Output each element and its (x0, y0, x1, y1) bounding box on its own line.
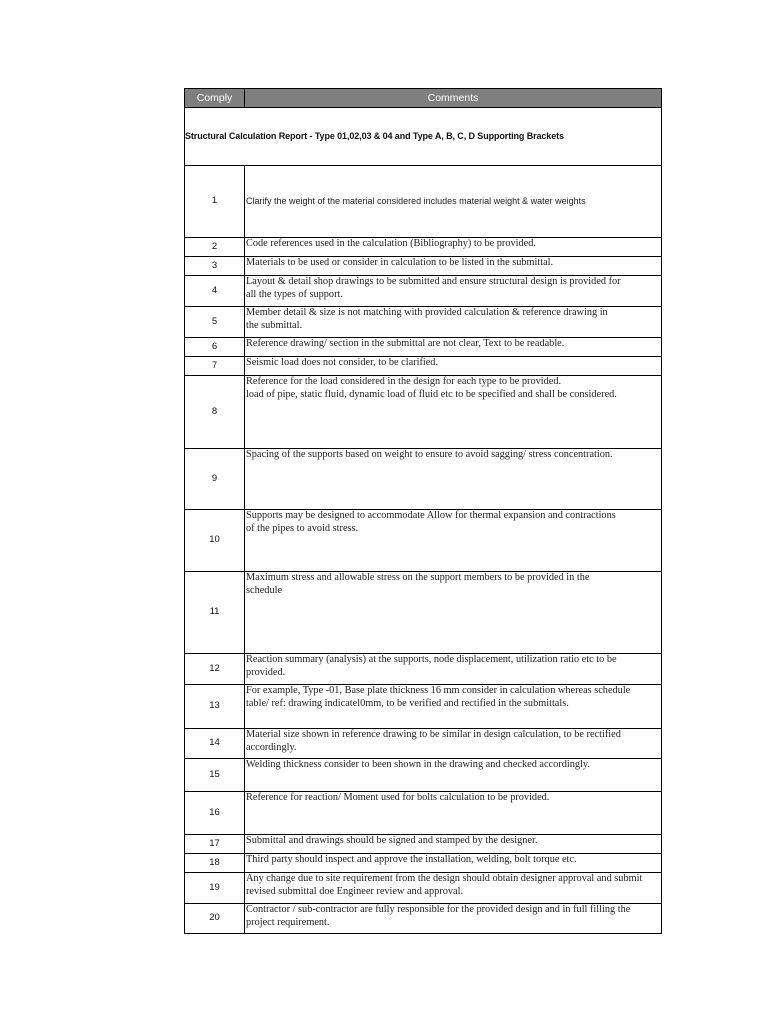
table-row (185, 376, 662, 449)
comment-line: For example, Type -01, Base plate thickness 16 mm consider in calculation whereas schedule (246, 685, 631, 696)
table-row (185, 685, 662, 729)
comment-line: Clarify the weight of the material considered includes material weight & water weights (246, 196, 586, 207)
comment-text (245, 759, 662, 792)
row-number: 8 (185, 376, 245, 449)
comment-line: provided. (246, 666, 286, 678)
title-row (185, 108, 662, 166)
comment-line: Supports may be designed to accommodate Allow for thermal expansion and contractions (246, 510, 616, 521)
comment-text (245, 873, 662, 904)
row-number: 10 (185, 510, 245, 572)
comment-text (245, 276, 662, 307)
comment-line: Layout & detail shop drawings to be submitted and ensure structural design is provided for (246, 276, 621, 287)
comment-line: table/ ref: drawing indicatel0mm, to be verified and rectified in the submittals. (246, 697, 569, 709)
row-number: 18 (185, 854, 245, 873)
comment-line: Material size shown in reference drawing to be similar in design calculation, to be rectified (246, 729, 621, 740)
row-number: 7 (185, 357, 245, 376)
table-row (185, 510, 662, 572)
comment-text (245, 376, 662, 449)
comment-text (245, 904, 662, 934)
table-row (185, 572, 662, 654)
comment-line: accordingly. (246, 741, 297, 753)
row-number: 4 (185, 276, 245, 307)
comment-text (245, 257, 662, 276)
row-number: 20 (185, 904, 245, 934)
header-comply: Comply (185, 89, 245, 108)
comment-line: Any change due to site requirement from the design should obtain designer approval and submit (246, 873, 643, 884)
table-row (185, 873, 662, 904)
comment-line: Welding thickness consider to been shown in the drawing and checked accordingly. (246, 759, 590, 770)
comment-line: Member detail & size is not matching with provided calculation & reference drawing in (246, 307, 608, 318)
table-row (185, 654, 662, 685)
table-row (185, 257, 662, 276)
row-number: 13 (185, 685, 245, 729)
comment-text (245, 854, 662, 873)
header-comments: Comments (245, 89, 662, 108)
row-number: 2 (185, 238, 245, 257)
comment-line: Reference for reaction/ Moment used for bolts calculation to be provided. (246, 792, 550, 803)
header-row (185, 89, 662, 108)
report-title: Structural Calculation Report - Type 01,02,03 & 04 and Type A, B, C, D Supporting Brackets (185, 108, 662, 166)
comment-line: revised submittal doe Engineer review and approval. (246, 885, 464, 897)
comment-text (245, 307, 662, 338)
comment-line: load of pipe, static fluid, dynamic load of fluid etc to be specified and shall be considered. (246, 388, 617, 400)
comment-line: Reference drawing/ section in the submittal are not clear, Text to be readable. (246, 338, 565, 349)
comment-line: Seismic load does not consider, to be clarified. (246, 357, 439, 368)
row-number: 1 (185, 166, 245, 238)
comment-text (245, 729, 662, 759)
row-number: 12 (185, 654, 245, 685)
comment-text (245, 338, 662, 357)
comment-line: Maximum stress and allowable stress on the support members to be provided in the (246, 572, 590, 583)
comment-text (245, 654, 662, 685)
row-number: 5 (185, 307, 245, 338)
comments-table (184, 88, 662, 934)
table-row (185, 759, 662, 792)
table-row (185, 166, 662, 238)
comment-line: the submittal. (246, 319, 303, 331)
comment-text (245, 572, 662, 654)
table-row (185, 729, 662, 759)
table-row (185, 276, 662, 307)
comment-line: Materials to be used or consider in calculation to be listed in the submittal. (246, 257, 554, 268)
table-row (185, 835, 662, 854)
comment-text (245, 835, 662, 854)
table-row (185, 792, 662, 835)
comment-text (245, 166, 662, 238)
comment-text (245, 357, 662, 376)
row-number: 6 (185, 338, 245, 357)
row-number: 15 (185, 759, 245, 792)
comment-line: schedule (246, 584, 283, 596)
comment-text (245, 449, 662, 510)
comment-line: Spacing of the supports based on weight to ensure to avoid sagging/ stress concentration. (246, 449, 613, 460)
row-number: 19 (185, 873, 245, 904)
comment-text (245, 510, 662, 572)
row-number: 16 (185, 792, 245, 835)
row-number: 3 (185, 257, 245, 276)
comment-line: Submittal and drawings should be signed and stamped by the designer. (246, 835, 538, 846)
comment-text (245, 792, 662, 835)
comment-line: Reference for the load considered in the design for each type to be provided. (246, 376, 562, 387)
comment-line: Reaction summary (analysis) at the supports, node displacement, utilization ratio etc to be (246, 654, 617, 665)
table-row (185, 357, 662, 376)
comment-line: project requirement. (246, 916, 330, 928)
table-row (185, 307, 662, 338)
table-row (185, 338, 662, 357)
row-number: 11 (185, 572, 245, 654)
table-row (185, 238, 662, 257)
row-number: 9 (185, 449, 245, 510)
table-row (185, 449, 662, 510)
row-number: 14 (185, 729, 245, 759)
comment-line: Contractor / sub-contractor are fully responsible for the provided design and in full filling the (246, 904, 631, 915)
comment-text (245, 238, 662, 257)
table-row (185, 904, 662, 934)
table-row (185, 854, 662, 873)
comment-text (245, 685, 662, 729)
comment-line: all the types of support. (246, 288, 343, 300)
row-number: 17 (185, 835, 245, 854)
comment-line: of the pipes to avoid stress. (246, 522, 359, 534)
comment-line: Code references used in the calculation (Bibliography) to be provided. (246, 238, 536, 249)
comment-line: Third party should inspect and approve the installation, welding, bolt torque etc. (246, 854, 577, 865)
